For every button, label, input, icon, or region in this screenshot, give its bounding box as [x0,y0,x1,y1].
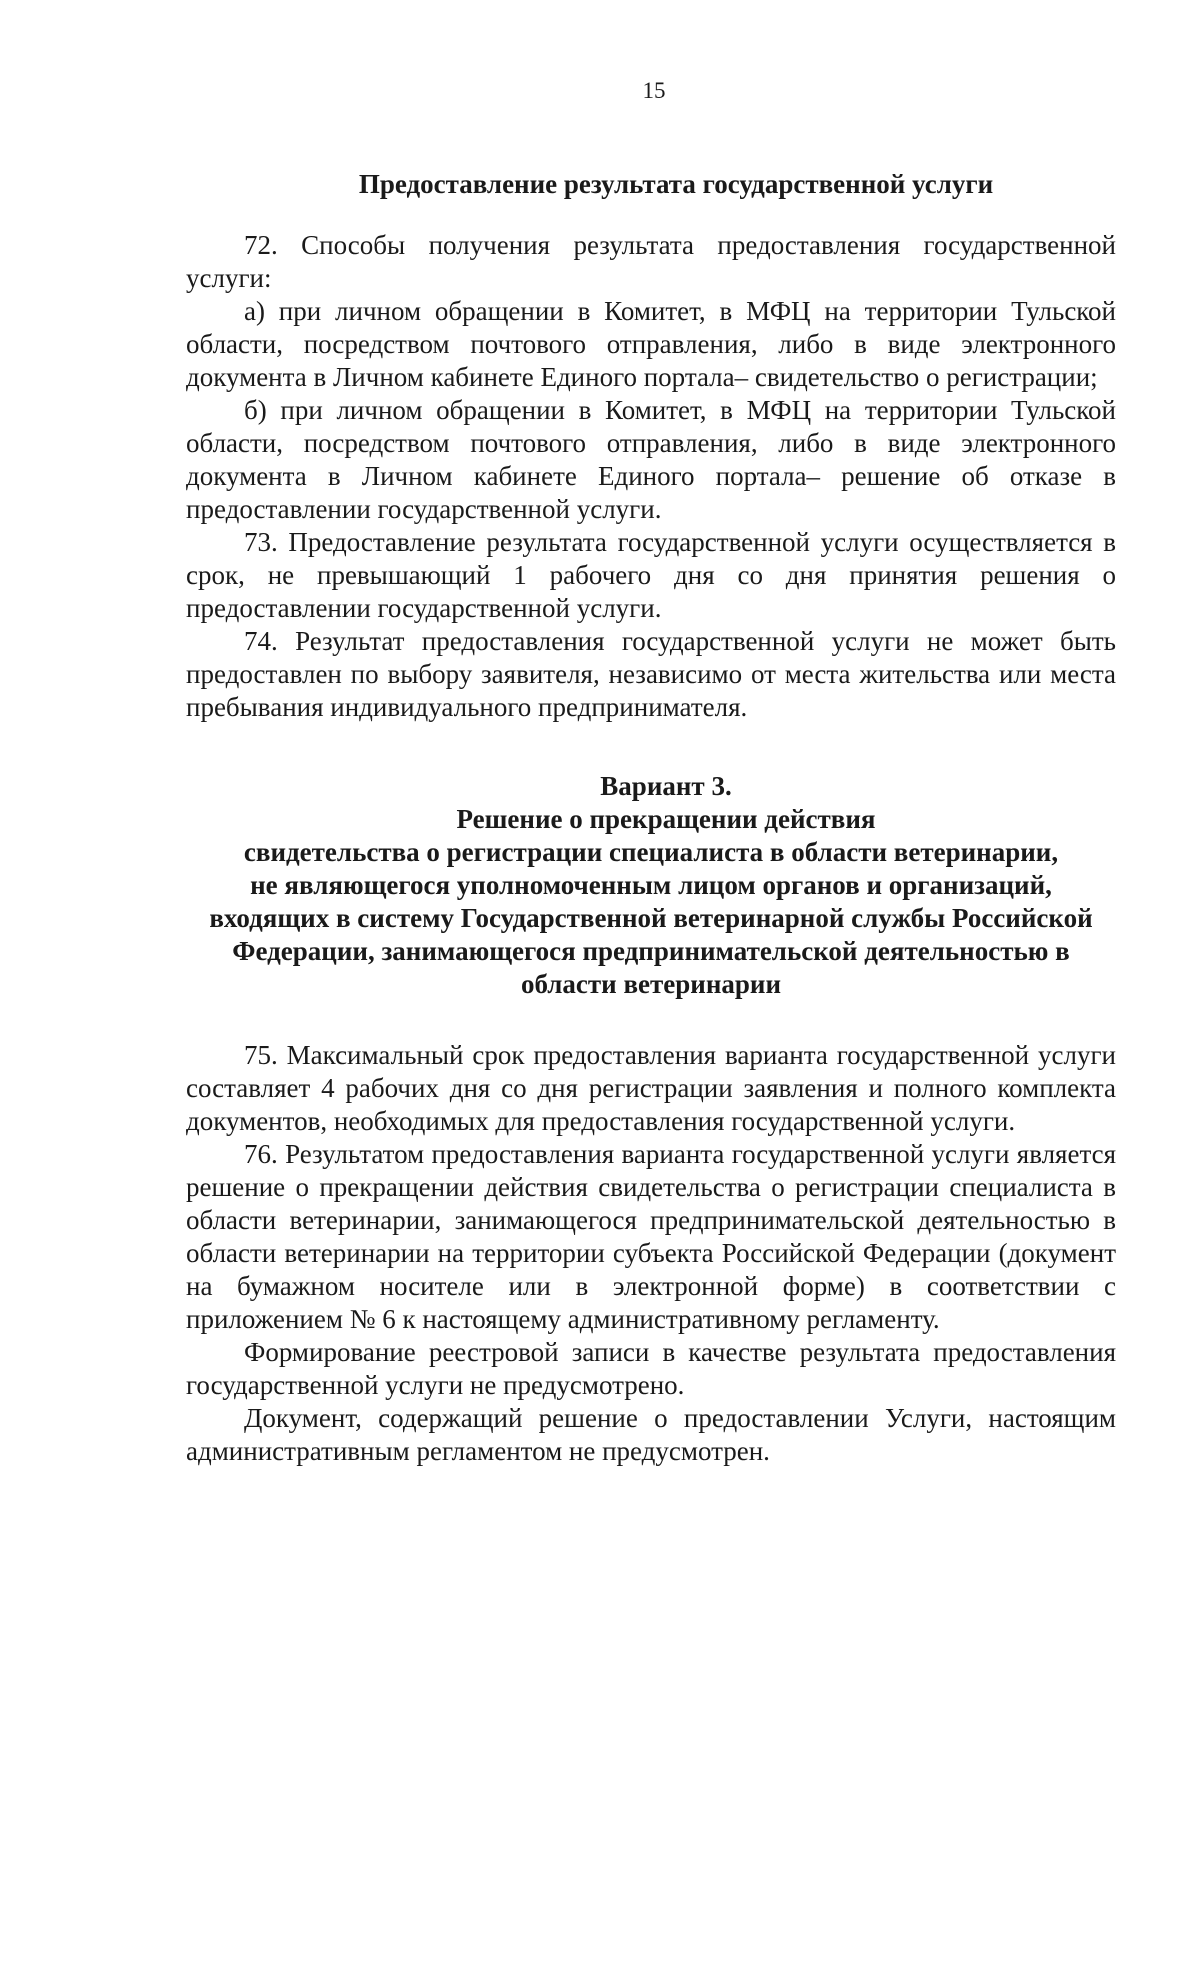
paragraph-decision-document: Документ, содержащий решение о предоставлении Услуги, настоящим административным регламентом не предусмотрен. [186,1403,1116,1466]
variant-subtitle-line-4: входящих в систему Государственной ветеринарной службы Российской [209,903,1093,933]
paragraph-74: 74. Результат предоставления государственной услуги не может быть предоставлен по выбору заявителя, независимо от места жительства или места пребывания индивидуального предпринимателя. [186,626,1116,722]
paragraph-75: 75. Максимальный срок предоставления варианта государственной услуги составляет 4 рабочих дня со дня регистрации заявления и полного комплекта документов, необходимых для предоставления государственной услуги. [186,1040,1116,1136]
document-body [186,168,1116,1468]
variant-subtitle-line-1: Решение о прекращении действия [456,804,876,834]
variant-subtitle-line-6: области ветеринарии [520,969,782,999]
variant-subtitle-line-5: Федерации, занимающегося предпринимательской деятельностью в [232,936,1070,966]
variant-title: Вариант 3. [600,771,732,801]
page-number: 15 [642,78,666,103]
section-heading: Предоставление результата государственной услуги [358,169,994,199]
variant-subtitle-line-2: свидетельства о регистрации специалиста в области ветеринарии, [243,837,1059,867]
paragraph-72: 72. Способы получения результата предоставления государственной услуги: [186,230,1116,293]
paragraph-73: 73. Предоставление результата государственной услуги осуществляется в срок, не превышающий 1 рабочего дня со дня принятия решения о предоставлении государственной услуги. [186,527,1116,623]
paragraph-72a: а) при личном обращении в Комитет, в МФЦ на территории Тульской области, посредством почтового отправления, либо в виде электронного документа в Личном кабинете Единого портала– свидетельство о регистрации; [186,296,1116,392]
paragraph-registry-record: Формирование реестровой записи в качестве результата предоставления государственной услуги не предусмотрено. [186,1337,1116,1400]
variant-subtitle-line-3: не являющегося уполномоченным лицом органов и организаций, [250,870,1052,900]
variant-heading [186,770,1116,1001]
paragraph-72b: б) при личном обращении в Комитет, в МФЦ на территории Тульской области, посредством почтового отправления, либо в виде электронного документа в Личном кабинете Единого портала– решение об отказе в предоставлении государственной услуги. [186,395,1116,524]
paragraph-76: 76. Результатом предоставления варианта государственной услуги является решение о прекращении действия свидетельства о регистрации специалиста в области ветеринарии, занимающегося предпринимательской деятельностью в области ветеринарии на территории субъекта Российской Федерации (документ на бумажном носителе или в электронной форме) в соответствии с приложением № 6 к настоящему административному регламенту. [186,1139,1116,1334]
